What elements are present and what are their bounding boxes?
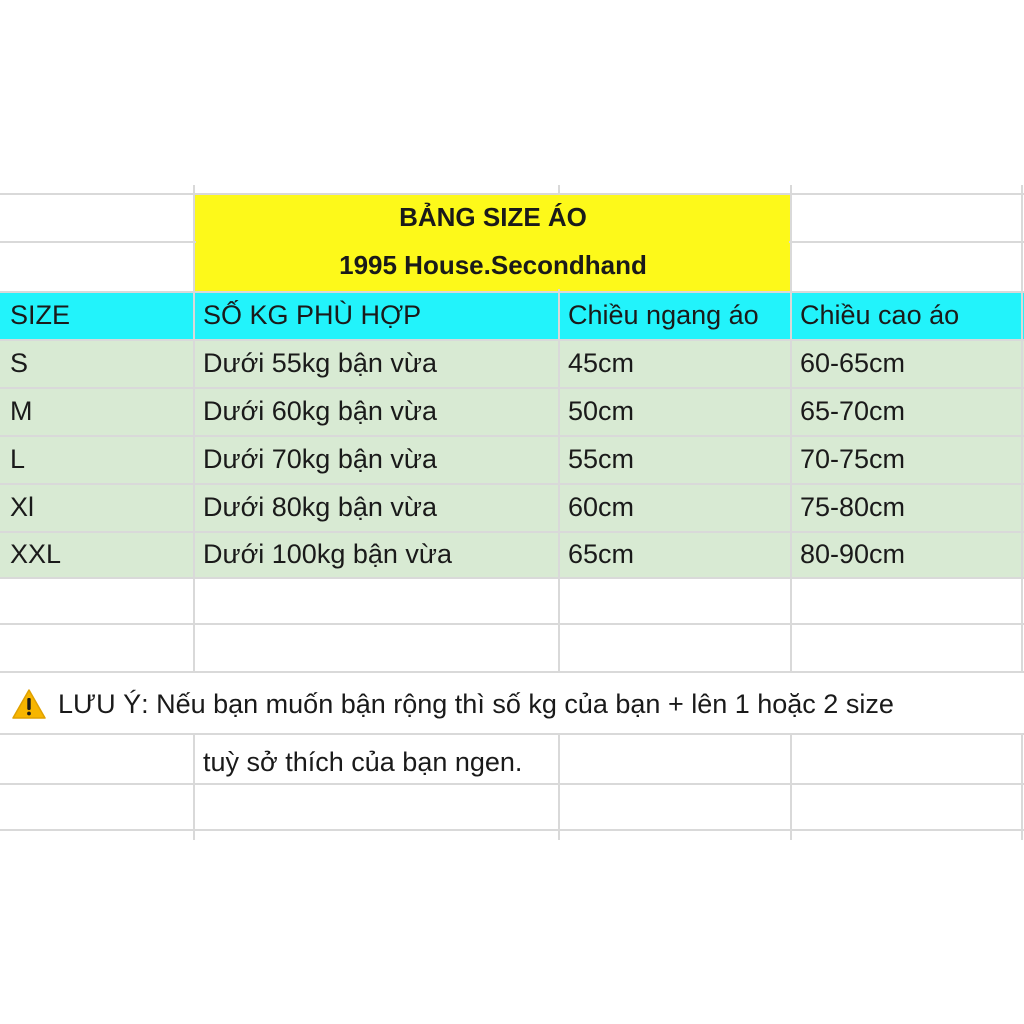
length-cell: 80-90cm (800, 538, 906, 569)
chart-title: BẢNG SIZE ÁO (399, 201, 587, 232)
width-cell: 60cm (568, 491, 635, 522)
header-length: Chiều cao áo (800, 299, 960, 330)
note-line-1: LƯU Ý: Nếu bạn muốn bận rộng thì số kg của bạn + lên 1 hoặc 2 size (58, 688, 894, 719)
size-cell: L (10, 443, 26, 474)
length-cell: 65-70cm (800, 395, 906, 426)
width-cell: 65cm (568, 538, 635, 569)
size-cell: S (10, 347, 29, 378)
weight-cell: Dưới 100kg bận vừa (203, 538, 452, 569)
weight-cell: Dưới 60kg bận vừa (203, 395, 437, 426)
length-cell: 60-65cm (800, 347, 906, 378)
weight-cell: Dưới 55kg bận vừa (203, 347, 437, 378)
header-size: SIZE (10, 299, 71, 330)
chart-subtitle: 1995 House.Secondhand (339, 249, 647, 280)
width-cell: 50cm (568, 395, 635, 426)
header-width: Chiều ngang áo (568, 299, 759, 330)
width-cell: 55cm (568, 443, 635, 474)
length-cell: 70-75cm (800, 443, 906, 474)
size-chart-sheet (0, 185, 1024, 840)
header-weight: SỐ KG PHÙ HỢP (203, 299, 422, 330)
size-cell: XXL (10, 538, 62, 569)
note-line-2: tuỳ sở thích của bạn ngen. (203, 746, 523, 777)
weight-cell: Dưới 80kg bận vừa (203, 491, 437, 522)
size-cell: M (10, 395, 33, 426)
warning-icon (12, 688, 46, 720)
width-cell: 45cm (568, 347, 635, 378)
length-cell: 75-80cm (800, 491, 906, 522)
size-cell: Xl (10, 491, 35, 522)
weight-cell: Dưới 70kg bận vừa (203, 443, 437, 474)
